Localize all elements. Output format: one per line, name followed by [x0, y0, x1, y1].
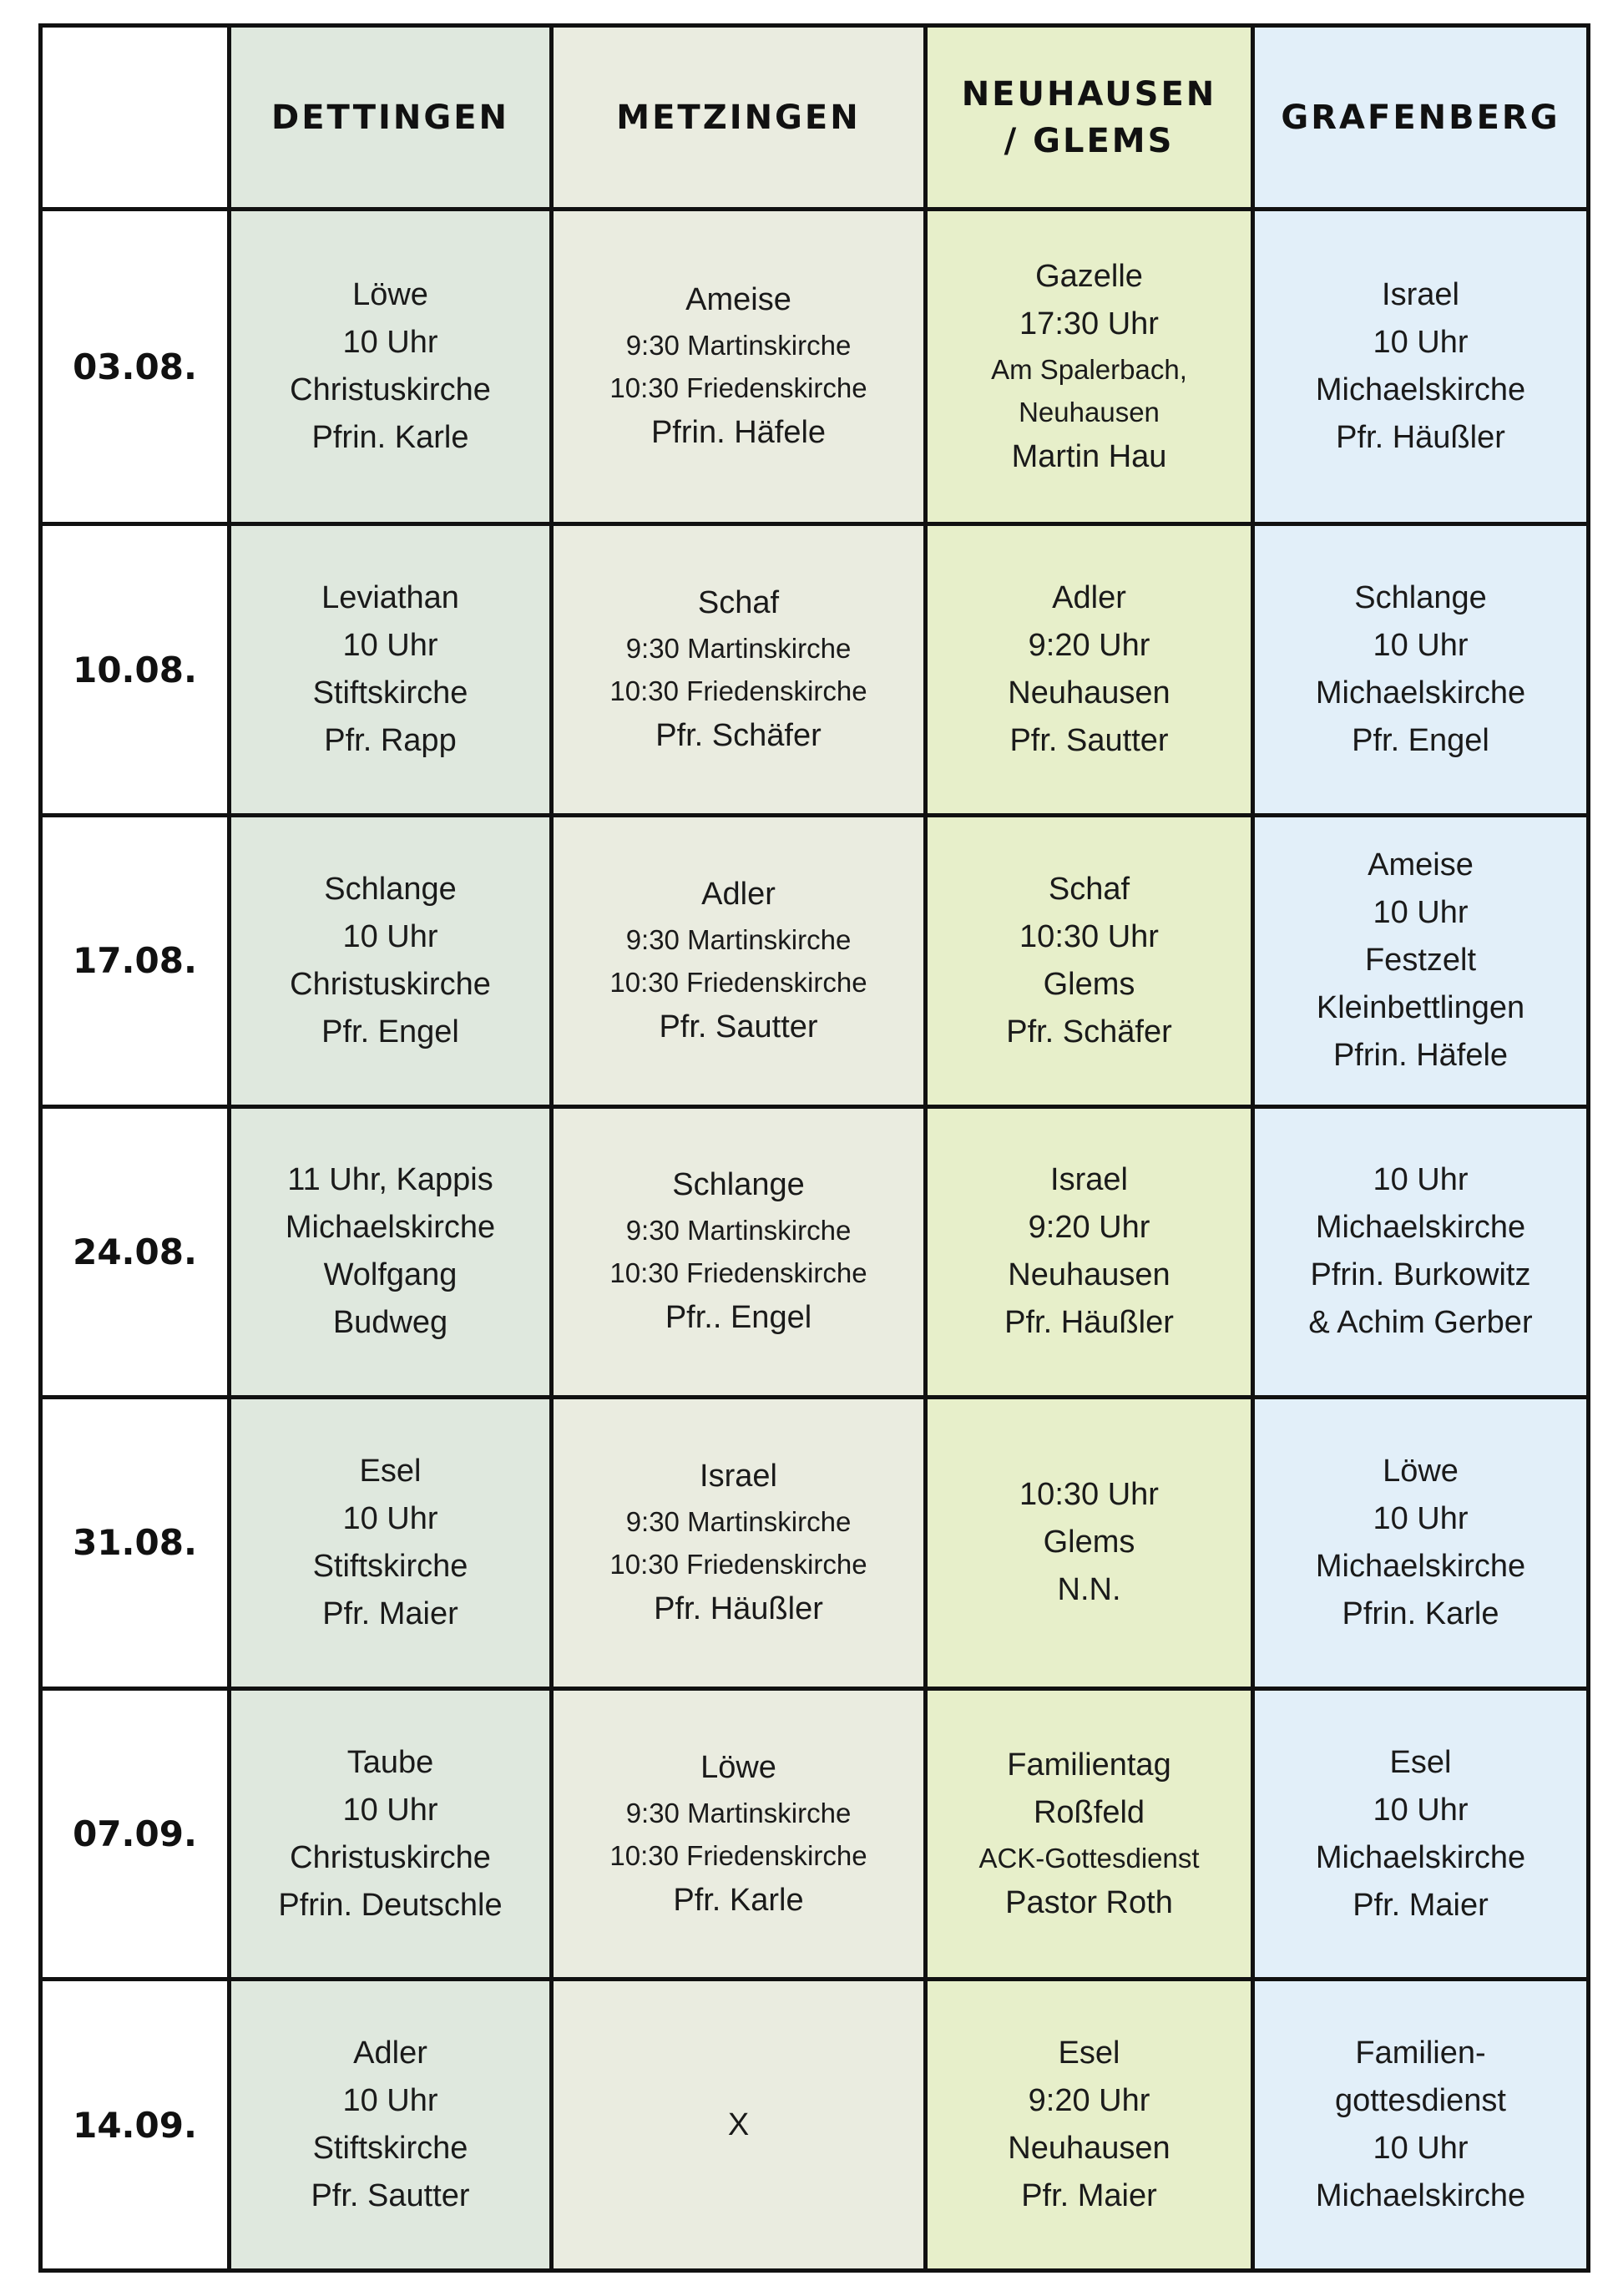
- service-details: [240, 866, 541, 1056]
- service-line: Glems: [1043, 1525, 1135, 1560]
- service-line: 10:30 Friedenskirche: [609, 1257, 867, 1289]
- service-cell-dettingen: [230, 1980, 552, 2271]
- service-line: Israel: [1050, 1162, 1128, 1198]
- service-details: [562, 1161, 915, 1342]
- service-line: 10:30 Friedenskirche: [609, 966, 867, 998]
- service-line: Michaelskirche: [1315, 2178, 1526, 2214]
- service-line: 17:30 Uhr: [1019, 306, 1159, 341]
- service-line: Pfr. Maier: [1021, 2178, 1157, 2214]
- service-cell-grafenberg: [1253, 1688, 1589, 1980]
- service-cell-neuhausen-glems: [926, 1106, 1253, 1398]
- service-cell-grafenberg: [1253, 210, 1589, 524]
- service-line: Budweg: [332, 1305, 448, 1341]
- service-line: Pfrin. Häfele: [650, 415, 827, 451]
- service-line: 10 Uhr: [342, 1500, 438, 1536]
- service-line: Schaf: [697, 585, 780, 621]
- service-line: Adler: [701, 876, 776, 912]
- service-line: Israel: [1382, 277, 1459, 313]
- service-line: Wolfgang: [323, 1257, 458, 1293]
- service-details: [240, 2030, 541, 2220]
- service-details: [1263, 1448, 1578, 1638]
- service-line: 10 Uhr: [342, 325, 438, 361]
- service-line: Pfr. Häußler: [1004, 1305, 1174, 1341]
- service-cell-metzingen: [552, 1688, 926, 1980]
- header-label: METZINGEN: [616, 98, 861, 137]
- service-details: [562, 579, 915, 760]
- service-cell-neuhausen-glems: [926, 815, 1253, 1106]
- service-line: Stiftskirche: [312, 1548, 468, 1584]
- service-line: Pfrin. Burkowitz: [1310, 1257, 1531, 1293]
- service-line: Pfr. Engel: [1352, 723, 1489, 759]
- service-line: Am Spalerbach,: [991, 353, 1187, 385]
- service-line: Löwe: [700, 1749, 776, 1785]
- service-line: 10 Uhr: [1373, 628, 1469, 664]
- service-line: Pfr. Maier: [322, 1596, 458, 1631]
- service-details: [562, 2101, 915, 2149]
- service-details: [240, 1739, 541, 1929]
- service-line: Stiftskirche: [312, 2131, 468, 2167]
- service-cell-dettingen: [230, 524, 552, 816]
- service-line: Adler: [353, 2036, 427, 2071]
- schedule-body: [41, 210, 1589, 2271]
- service-line: gottesdienst: [1335, 2083, 1506, 2119]
- service-line: Löwe: [1383, 1453, 1459, 1489]
- service-line: Pfrin. Karle: [1342, 1596, 1499, 1631]
- service-line: 10 Uhr: [342, 628, 438, 664]
- service-details: [240, 1448, 541, 1638]
- service-details: [936, 1742, 1242, 1927]
- service-line: & Achim Gerber: [1308, 1305, 1533, 1341]
- service-line: Pfr. Häußler: [1336, 420, 1505, 456]
- service-details: [936, 253, 1242, 481]
- service-details: [562, 1744, 915, 1924]
- table-row: [41, 1398, 1589, 1689]
- worship-schedule-table: [38, 23, 1590, 2273]
- service-details: [240, 271, 541, 462]
- service-line: Pastor Roth: [1005, 1884, 1173, 1920]
- service-line: 10:30 Friedenskirche: [609, 1548, 867, 1580]
- service-cell-neuhausen-glems: [926, 524, 1253, 816]
- service-line: 10:30 Uhr: [1019, 918, 1159, 954]
- table-row: [41, 524, 1589, 816]
- service-line: 9:20 Uhr: [1028, 2083, 1150, 2119]
- header-grafenberg: [1253, 26, 1589, 210]
- date-cell: 10.08.: [41, 524, 230, 816]
- service-line: Pfrin. Häfele: [1332, 1038, 1509, 1074]
- service-cell-grafenberg: [1253, 1980, 1589, 2271]
- service-line: Esel: [1058, 2036, 1120, 2071]
- service-line: 10:30 Uhr: [1019, 1477, 1159, 1513]
- service-line: 11 Uhr, Kappis: [287, 1162, 493, 1198]
- service-cell-grafenberg: [1253, 1106, 1589, 1398]
- service-line: Pfr. Maier: [1352, 1887, 1489, 1923]
- header-label: DETTINGEN: [270, 98, 509, 137]
- service-line: Ameise: [685, 282, 791, 318]
- service-line: Schlange: [672, 1167, 805, 1203]
- service-line: X: [727, 2106, 750, 2142]
- service-line: Pfr. Sautter: [311, 2178, 470, 2214]
- service-line: 9:30 Martinskirche: [625, 330, 852, 362]
- service-line: Schlange: [1354, 580, 1487, 616]
- date-cell: 07.09.: [41, 1688, 230, 1980]
- service-line: Adler: [1052, 580, 1126, 616]
- service-cell-metzingen: [552, 1106, 926, 1398]
- service-details: [1263, 2030, 1578, 2220]
- service-line: Michaelskirche: [1315, 1839, 1526, 1875]
- service-details: [562, 871, 915, 1051]
- service-line: Neuhausen: [1008, 1257, 1170, 1293]
- table-row: [41, 210, 1589, 524]
- service-cell-metzingen: [552, 1398, 926, 1689]
- service-line: Gazelle: [1035, 258, 1143, 294]
- service-line: 10:30 Friedenskirche: [609, 675, 867, 707]
- service-line: Pfr. Engel: [321, 1014, 459, 1049]
- service-details: [936, 2030, 1242, 2220]
- service-line: 9:20 Uhr: [1028, 1210, 1150, 1246]
- service-line: 10 Uhr: [1373, 2131, 1469, 2167]
- service-line: Christuskirche: [290, 372, 491, 408]
- date-cell: 03.08.: [41, 210, 230, 524]
- service-line: 10 Uhr: [1373, 895, 1469, 931]
- service-cell-dettingen: [230, 1106, 552, 1398]
- service-cell-dettingen: [230, 1398, 552, 1689]
- service-line: Pfr. Schäfer: [1006, 1014, 1172, 1049]
- service-cell-grafenberg: [1253, 1398, 1589, 1689]
- service-line: Martin Hau: [1011, 438, 1167, 474]
- service-details: [936, 866, 1242, 1056]
- service-line: Schlange: [324, 871, 457, 907]
- service-line: Glems: [1043, 966, 1135, 1002]
- service-line: Schaf: [1048, 871, 1130, 907]
- service-cell-neuhausen-glems: [926, 1398, 1253, 1689]
- service-line: 10 Uhr: [342, 918, 438, 954]
- service-line: 9:30 Martinskirche: [625, 1797, 852, 1828]
- service-line: Löwe: [352, 277, 428, 313]
- service-line: Ameise: [1368, 847, 1474, 883]
- service-details: [1263, 271, 1578, 462]
- service-line: 9:30 Martinskirche: [625, 1505, 852, 1537]
- service-details: [936, 574, 1242, 765]
- service-cell-dettingen: [230, 1688, 552, 1980]
- service-cell-metzingen: [552, 815, 926, 1106]
- header-dettingen: [230, 26, 552, 210]
- service-line: Taube: [346, 1744, 434, 1780]
- service-line: Neuhausen: [1008, 675, 1170, 711]
- service-details: [1263, 1156, 1578, 1347]
- service-line: Pfr. Sautter: [659, 1009, 818, 1044]
- service-cell-dettingen: [230, 210, 552, 524]
- service-line: Neuhausen: [1019, 396, 1160, 427]
- header-row: [41, 26, 1589, 210]
- date-cell: 17.08.: [41, 815, 230, 1106]
- table-row: [41, 1688, 1589, 1980]
- service-line: N.N.: [1057, 1572, 1121, 1608]
- service-cell-dettingen: [230, 815, 552, 1106]
- service-line: 9:30 Martinskirche: [625, 633, 852, 665]
- service-line: 10 Uhr: [342, 1792, 438, 1828]
- service-line: Christuskirche: [290, 966, 491, 1002]
- service-line: Pfr. Häußler: [654, 1591, 823, 1626]
- service-details: [562, 276, 915, 457]
- service-line: Israel: [700, 1458, 777, 1494]
- service-line: Pfr. Schäfer: [655, 718, 822, 754]
- service-details: [240, 1156, 541, 1347]
- date-cell: 31.08.: [41, 1398, 230, 1689]
- service-details: [1263, 842, 1578, 1080]
- service-line: Michaelskirche: [1315, 1548, 1526, 1584]
- service-line: Pfr. Sautter: [1009, 723, 1169, 759]
- service-line: Pfrin. Karle: [311, 420, 469, 456]
- service-line: Pfr.. Engel: [665, 1300, 812, 1336]
- service-line: Michaelskirche: [1315, 1210, 1526, 1246]
- service-cell-grafenberg: [1253, 524, 1589, 816]
- service-cell-metzingen: [552, 210, 926, 524]
- service-line: 10 Uhr: [1373, 1162, 1469, 1198]
- service-line: Pfr. Rapp: [324, 723, 457, 759]
- service-line: Kleinbettlingen: [1316, 990, 1525, 1026]
- service-cell-grafenberg: [1253, 815, 1589, 1106]
- service-line: Familien-: [1355, 2036, 1486, 2071]
- service-line: Esel: [1389, 1744, 1452, 1780]
- service-cell-metzingen: [552, 524, 926, 816]
- service-line: 10 Uhr: [342, 2083, 438, 2119]
- service-details: [936, 1156, 1242, 1347]
- date-cell: 14.09.: [41, 1980, 230, 2271]
- service-details: [936, 1471, 1242, 1614]
- service-line: Pfr. Karle: [673, 1882, 804, 1918]
- service-line: 9:20 Uhr: [1028, 628, 1150, 664]
- table-row: [41, 1106, 1589, 1398]
- service-cell-neuhausen-glems: [926, 1980, 1253, 2271]
- service-line: Roßfeld: [1033, 1794, 1145, 1830]
- service-details: [240, 574, 541, 765]
- service-cell-neuhausen-glems: [926, 1688, 1253, 1980]
- service-line: 9:30 Martinskirche: [625, 923, 852, 955]
- service-line: Festzelt: [1364, 943, 1477, 979]
- service-line: Michaelskirche: [1315, 675, 1526, 711]
- service-line: 10:30 Friedenskirche: [609, 372, 867, 404]
- service-cell-metzingen: [552, 1980, 926, 2271]
- service-line: 10 Uhr: [1373, 1500, 1469, 1536]
- service-line: Neuhausen: [1008, 2131, 1170, 2167]
- service-line: 10:30 Friedenskirche: [609, 1839, 867, 1871]
- service-line: Pfrin. Deutschle: [278, 1887, 503, 1923]
- header-neuhausen-glems: [926, 26, 1253, 210]
- header-label: NEUHAUSEN / GLEMS: [961, 74, 1217, 160]
- service-line: Stiftskirche: [312, 675, 468, 711]
- service-details: [562, 1453, 915, 1633]
- service-line: Familientag: [1007, 1747, 1171, 1783]
- service-line: 9:30 Martinskirche: [625, 1215, 852, 1247]
- table-row: [41, 815, 1589, 1106]
- service-line: Christuskirche: [290, 1839, 491, 1875]
- service-details: [1263, 1739, 1578, 1929]
- date-cell: 24.08.: [41, 1106, 230, 1398]
- service-line: Leviathan: [321, 580, 459, 616]
- service-line: Esel: [359, 1453, 422, 1489]
- header-label: GRAFENBERG: [1281, 98, 1560, 137]
- corner-cell: [41, 26, 230, 210]
- service-line: 10 Uhr: [1373, 325, 1469, 361]
- service-line: ACK-Gottesdienst: [978, 1842, 1200, 1874]
- header-metzingen: [552, 26, 926, 210]
- service-line: Michaelskirche: [1315, 372, 1526, 408]
- service-cell-neuhausen-glems: [926, 210, 1253, 524]
- service-line: Michaelskirche: [285, 1210, 496, 1246]
- table-row: [41, 1980, 1589, 2271]
- service-details: [1263, 574, 1578, 765]
- service-line: 10 Uhr: [1373, 1792, 1469, 1828]
